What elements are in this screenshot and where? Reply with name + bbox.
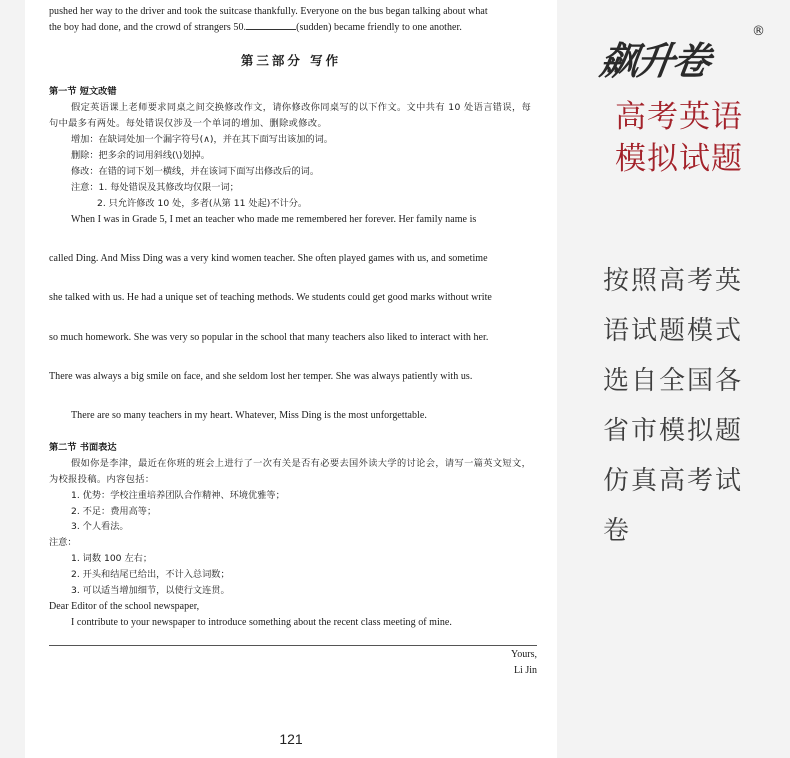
letter-signature: Li Jin: [513, 665, 537, 676]
section1-instruction-1: 假定英语课上老师要求同桌之间交换修改作文，请你修改你同桌写的以下作文。文中共有 10 处语言错误，每句中最多有两处。每处错误仅涉及一个单词的增加、删除或修改。: [49, 102, 532, 129]
registered-mark: ®: [752, 24, 765, 39]
section2-note-1: 1. 词数 100 左右；: [71, 553, 153, 564]
section2-title: 第二节 书面表达: [49, 442, 117, 453]
panel-title-line-1: 高考英语: [615, 99, 743, 135]
section1-instruction-modify: 修改：在错的词下划一横线，并在该词下面写出修改后的词。: [71, 166, 320, 177]
essay-line-6: There are so many teachers in my heart. Whatever, Miss Ding is the most unforgettable.: [71, 410, 427, 421]
panel-description: 按照高考英语试题模式选自全国各省市模拟题仿真高考试卷: [603, 266, 744, 546]
essay-line-4: so much homework. She was very so popular in the school that many teachers also liked to interact with her.: [49, 332, 489, 343]
section1-note-2: 2. 只允许修改 10 处，多者(从第 11 处起)不计分。: [97, 198, 308, 209]
section2-note-label: 注意：: [49, 537, 77, 548]
essay-line-2: called Ding. And Miss Ding was a very kind women teacher. She often played games with us, and sometime: [49, 253, 488, 264]
page-number: 121: [279, 731, 303, 747]
section2-note-3: 3. 可以适当增加细节，以使行文连贯。: [71, 585, 230, 596]
essay-line-1: When I was in Grade 5, I met an teacher who made me remembered her forever. Her family name is: [71, 214, 477, 225]
brand-logo-text: 飙升卷: [597, 39, 712, 83]
letter-closing: Yours,: [511, 649, 537, 660]
section1-note-1: 注意：1. 每处错误及其修改均仅限一词；: [71, 182, 239, 193]
section1-instruction-delete: 删除：把多余的词用斜线(\)划掉。: [71, 150, 210, 161]
part-title: 第三部分 写作: [240, 53, 342, 68]
top-line-2-suffix: (sudden) became friendly to one another.: [296, 22, 462, 33]
writing-area-rule: [49, 645, 537, 646]
essay-line-5: There was always a big smile on face, and she seldom lost her temper. She was always patiently with us.: [49, 371, 473, 382]
brand-logo: [597, 30, 712, 83]
section2-note-2: 2. 开头和结尾已给出，不计入总词数；: [71, 569, 230, 580]
section2-point-2: 2. 不足：费用高等；: [71, 506, 157, 517]
answer-blank-50[interactable]: [246, 20, 296, 30]
letter-salutation: Dear Editor of the school newspaper,: [49, 601, 200, 612]
panel-title-line-2: 模拟试题: [615, 141, 743, 177]
top-line-2-text: the boy had done, and the crowd of strangers 50.: [49, 22, 247, 33]
section2-intro: 假如你是李津，最近在你班的班会上进行了一次有关是否有必要去国外读大学的讨论会，请写一篇英文短文，为校报投稿。内容包括：: [49, 458, 532, 485]
section1-instruction-add: 增加：在缺词处加一个漏字符号(∧)，并在其下面写出该加的词。: [71, 134, 333, 145]
section1-title: 第一节 短文改错: [49, 86, 117, 97]
section2-point-3: 3. 个人看法。: [71, 521, 129, 532]
top-line-2: [49, 20, 537, 36]
essay-line-3: she talked with us. He had a unique set of teaching methods. We students could get good marks without write: [49, 292, 492, 303]
letter-opening: I contribute to your newspaper to introduce something about the recent class meeting of mine.: [71, 617, 452, 628]
exam-page: [25, 0, 557, 758]
section2-point-1: 1. 优势：学校注重培养团队合作精神、环境优雅等；: [71, 490, 285, 501]
top-line-1: pushed her way to the driver and took the suitcase thankfully. Everyone on the bus began talking about what: [49, 6, 488, 17]
